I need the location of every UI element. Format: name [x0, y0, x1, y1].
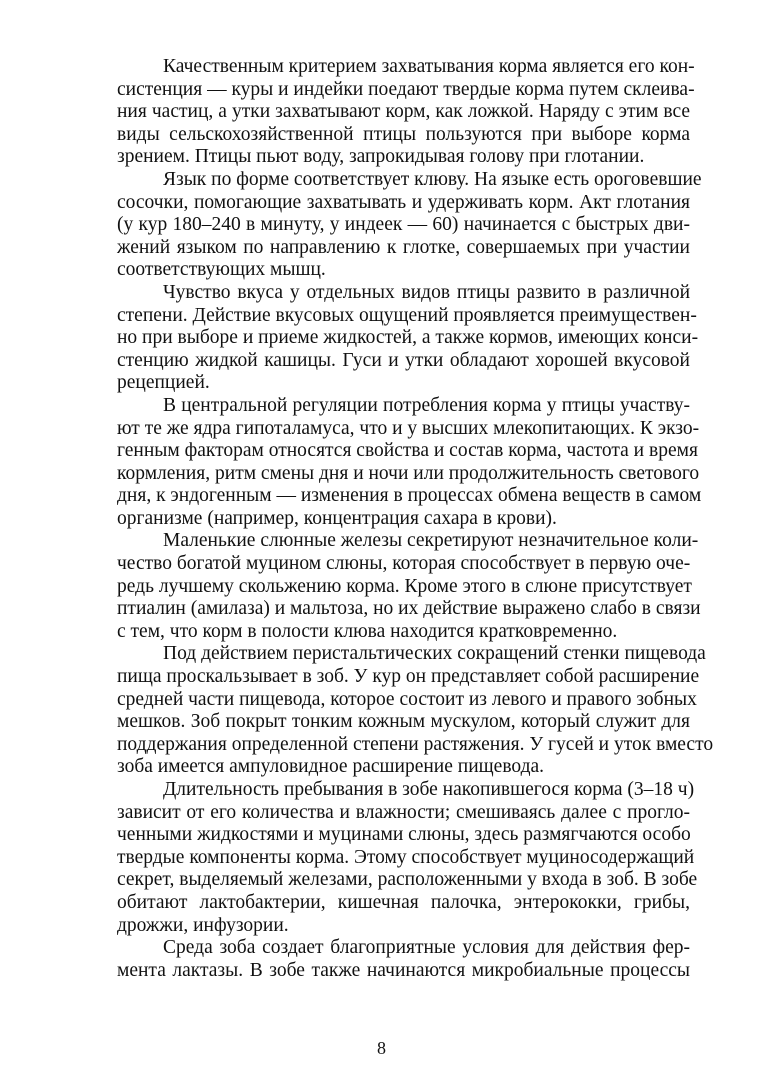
text-line: дня, к эндогенным — изменения в процессах обмена веществ в самом	[117, 485, 702, 507]
text-line: кормления, ритм смены дня и ночи или продолжительность светового	[117, 462, 700, 484]
paragraph	[71, 168, 702, 282]
paragraph	[71, 56, 695, 169]
text-line: генным факторам относятся свойства и состав корма, частота и время	[117, 440, 698, 462]
text-line: Длительность пребывания в зобе накопившегося корма (3–18 ч)	[163, 779, 695, 800]
text-line: твердые компоненты корма. Этому способствует муциносодержащий	[117, 846, 695, 868]
text-line: Под действием перистальтических сокращений стенки пищевода	[163, 643, 706, 665]
text-line: (у кур 180–240 в минуту, у индеек — 60) начинается с быстрых дви-	[117, 214, 690, 236]
text-line: виды сельскохозяйственной птицы пользуются при выборе корма	[117, 123, 690, 145]
text-line: пища проскальзывает в зоб. У кур он представляет собой расширение	[117, 666, 700, 688]
paragraph	[71, 394, 702, 531]
text-line: Качественным критерием захватывания корма является его кон-	[163, 56, 695, 77]
text-line: ния частиц, а утки захватывают корм, как ложкой. Наряду с этим все	[117, 101, 690, 123]
text-line: с тем, что корм в полости клюва находится кратковременно.	[117, 620, 618, 642]
text-line: рецепцией.	[117, 372, 210, 394]
text-line: поддержания определенной степени растяжения. У гусей и уток вместо	[117, 733, 714, 755]
text-line: жений языком по направлению к глотке, совершаемых при участии	[117, 236, 690, 258]
text-line: но при выборе и приеме жидкостей, а также кормов, имеющих конси-	[117, 327, 699, 349]
text-line: дрожжи, инфузории.	[117, 914, 289, 936]
text-line: зрением. Птицы пьют воду, запрокидывая голову при глотании.	[117, 146, 645, 168]
text-line: секрет, выделяемый железами, расположенными у входа в зоб. В зобе	[117, 869, 698, 891]
text-line: птиалин (амилаза) и мальтоза, но их действие выражено слабо в связи	[117, 598, 701, 620]
text-line: мешков. Зоб покрыт тонким кожным мускулом, который служит для	[117, 711, 690, 733]
text-line: систенция — куры и индейки поедают твердые корма путем склеива-	[117, 78, 695, 100]
text-line: сосочки, помогающие захватывать и удерживать корм. Акт глотания	[117, 191, 690, 213]
text-line: организме (например, концентрация сахара в крови).	[117, 507, 557, 529]
text-line: Чувство вкуса у отдельных видов птицы развито в различной	[163, 281, 690, 303]
paragraph	[71, 937, 690, 982]
text-line: обитают лактобактерии, кишечная палочка, энтерококки, грибы,	[117, 891, 690, 913]
paragraph	[71, 643, 714, 779]
page-number: 8	[377, 1038, 386, 1058]
text-line: ченными жидкостями и муцинами слюны, здесь размягчаются особо	[117, 824, 691, 846]
text-line: Среда зоба создает благоприятные условия для действия фер-	[163, 937, 690, 959]
text-line: Маленькие слюнные железы секретируют незначительное коли-	[163, 530, 699, 552]
text-line: Язык по форме соответствует клюву. На языке есть ороговевшие	[163, 168, 702, 190]
text-line: редь лучшему скольжению корма. Кроме этого в слюне присутствует	[117, 575, 692, 597]
text-line: стенцию жидкой кашицы. Гуси и утки обладают хорошей вкусовой	[117, 349, 690, 371]
paragraph	[71, 281, 699, 395]
paragraph	[71, 530, 701, 643]
text-line: зоба имеется ампуловидное расширение пищевода.	[117, 756, 545, 778]
text-line: чество богатой муцином слюны, которая способствует в первую оче-	[117, 553, 691, 575]
text-line: мента лактазы. В зобе также начинаются микробиальные процессы	[117, 959, 690, 981]
text-line: зависит от его количества и влажности; смешиваясь далее с прогло-	[117, 801, 690, 823]
page-body	[71, 56, 714, 982]
text-line: ют те же ядра гипоталамуса, что и у высших млекопитающих. К экзо-	[117, 417, 700, 439]
text-line: соответствующих мышц.	[117, 259, 326, 281]
paragraph	[71, 779, 698, 937]
text-line: степени. Действие вкусовых ощущений проявляется преимуществен-	[117, 304, 697, 326]
text-line: В центральной регуляции потребления корма у птицы участву-	[163, 394, 690, 416]
text-line: средней части пищевода, которое состоит из левого и правого зобных	[117, 688, 697, 710]
